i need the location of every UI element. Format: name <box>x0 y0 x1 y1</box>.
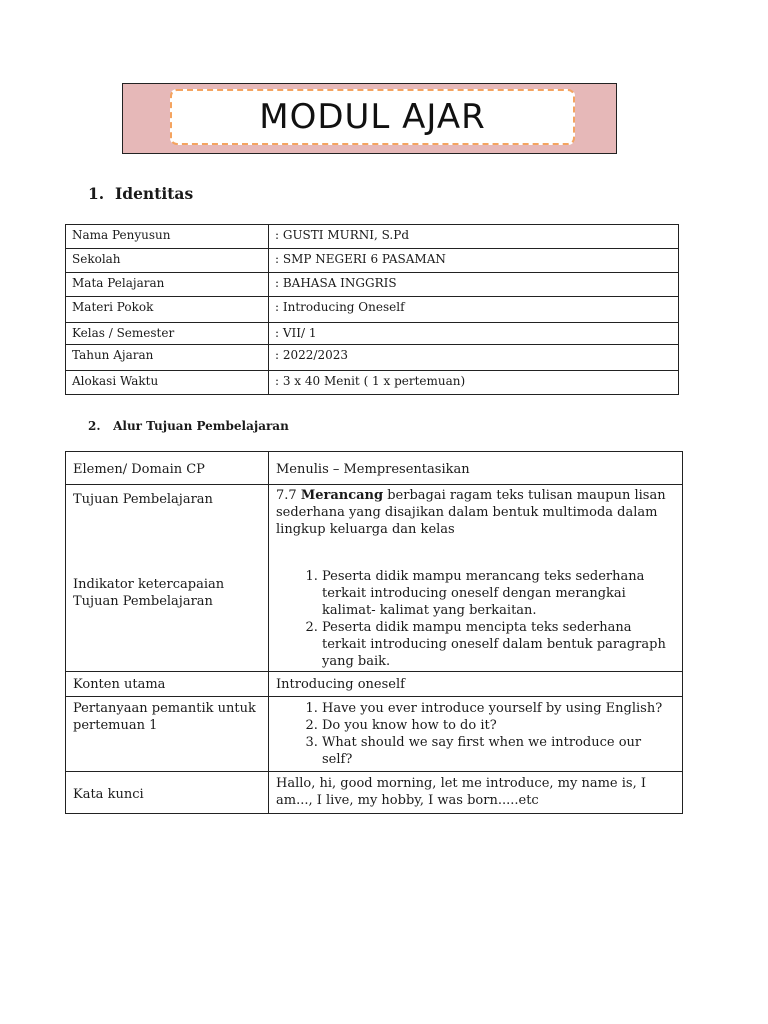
list-item: 1. Peserta didik mampu merancang teks sederhana terkait introducing oneself dengan merangkai kalimat- kalimat yang berkaitan. <box>322 568 675 619</box>
list-item: 3. What should we say first when we introduce our self? <box>322 734 675 768</box>
section-title: Alur Tujuan Pembelajaran <box>113 419 289 433</box>
elemen-value: Menulis – Mempresentasikan <box>269 452 683 485</box>
pertanyaan-list <box>276 700 675 768</box>
list-item: 2. Do you know how to do it? <box>322 717 675 734</box>
tujuan-indikator-content <box>269 485 683 672</box>
indikator-label: Indikator ketercapaian Tujuan Pembelajaran <box>73 577 225 609</box>
section-heading-identitas <box>88 184 193 203</box>
list-item: 2. Peserta didik mampu mencipta teks sederhana terkait introducing oneself dalam bentuk paragraph yang baik. <box>322 619 675 670</box>
table-row <box>66 672 683 697</box>
row-value: : 3 x 40 Menit ( 1 x pertemuan) <box>269 371 679 395</box>
table-row <box>66 485 683 672</box>
table-row <box>66 345 679 371</box>
row-value: : BAHASA INGGRIS <box>269 273 679 297</box>
title-banner <box>122 83 617 154</box>
indikator-list <box>276 568 675 670</box>
table-row <box>66 297 679 323</box>
row-label: Mata Pelajaran <box>66 273 269 297</box>
table-row <box>66 225 679 249</box>
row-value: : GUSTI MURNI, S.Pd <box>269 225 679 249</box>
row-value: : SMP NEGERI 6 PASAMAN <box>269 249 679 273</box>
pertanyaan-content <box>269 697 683 772</box>
row-value: : VII/ 1 <box>269 323 679 345</box>
learning-objectives-table <box>65 451 683 814</box>
table-row <box>66 452 683 485</box>
table-row <box>66 273 679 297</box>
katakunci-label: Kata kunci <box>66 772 269 814</box>
table-row <box>66 323 679 345</box>
row-label: Kelas / Semester <box>66 323 269 345</box>
document-title: MODUL AJAR <box>259 97 486 137</box>
pertanyaan-label: Pertanyaan pemantik untuk pertemuan 1 <box>66 697 269 772</box>
table-row <box>66 772 683 814</box>
identity-table <box>65 224 679 395</box>
row-label: Sekolah <box>66 249 269 273</box>
section-number: 1. <box>88 184 105 203</box>
list-item: 1. Have you ever introduce yourself by using English? <box>322 700 675 717</box>
row-value: : Introducing Oneself <box>269 297 679 323</box>
konten-label: Konten utama <box>66 672 269 697</box>
tujuan-text <box>276 487 675 538</box>
tujuan-prefix: 7.7 <box>276 488 301 503</box>
table-row <box>66 697 683 772</box>
row-label: Tahun Ajaran <box>66 345 269 371</box>
tujuan-rest: berbagai ragam teks tulisan maupun lisan sederhana yang disajikan dalam bentuk multimoda dalam lingkup keluarga dan kelas <box>276 488 666 537</box>
section-number: 2. <box>88 419 101 433</box>
section-title: Identitas <box>114 184 194 203</box>
tujuan-label: Tujuan Pembelajaran <box>73 492 213 507</box>
tujuan-indikator-labels <box>66 485 269 672</box>
row-value: : 2022/2023 <box>269 345 679 371</box>
row-label: Nama Penyusun <box>66 225 269 249</box>
title-frame <box>170 89 575 145</box>
table-row <box>66 249 679 273</box>
row-label: Alokasi Waktu <box>66 371 269 395</box>
katakunci-value: Hallo, hi, good morning, let me introduce, my name is, I am..., I live, my hobby, I was born.....etc <box>269 772 683 814</box>
table-row <box>66 371 679 395</box>
elemen-label: Elemen/ Domain CP <box>66 452 269 485</box>
tujuan-keyword: Merancang <box>300 488 384 503</box>
section-heading-alur <box>88 419 289 433</box>
row-label: Materi Pokok <box>66 297 269 323</box>
konten-value: Introducing oneself <box>269 672 683 697</box>
